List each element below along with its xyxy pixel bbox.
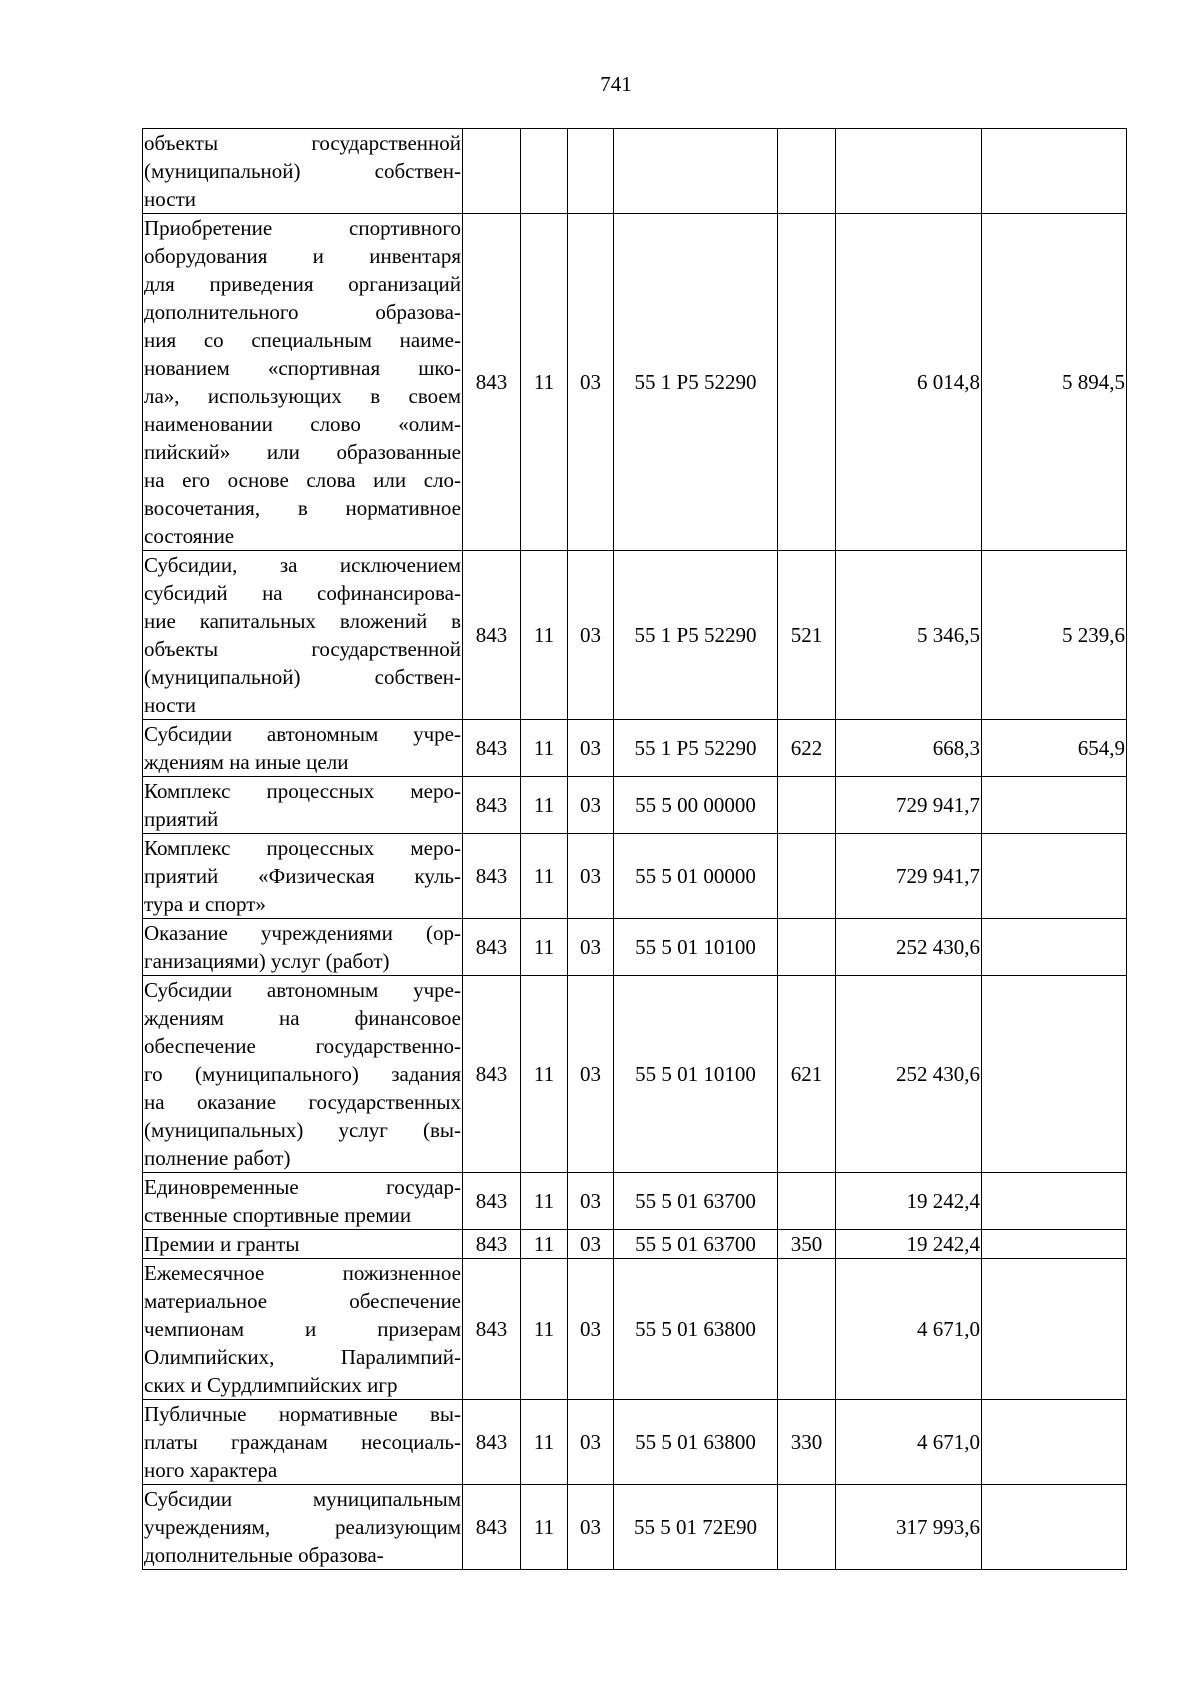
- cell-sum2: 5 239,6: [982, 551, 1127, 720]
- cell-name: [143, 1173, 463, 1230]
- cell-csr: 55 5 01 72E90: [614, 1485, 778, 1570]
- cell-name-line: Комплекс процессных меро-: [144, 836, 461, 860]
- cell-name-line: Премии и гранты: [144, 1232, 300, 1256]
- budget-table-body: [143, 129, 1127, 1570]
- cell-rz: 11: [521, 1485, 568, 1570]
- cell-name-line: Субсидии автономным учре-: [144, 978, 461, 1002]
- cell-name-line: ственные спортивные премии: [144, 1203, 412, 1227]
- cell-name: [143, 919, 463, 976]
- cell-rz: 11: [521, 1259, 568, 1400]
- cell-name-line: Приобретение спортивного: [144, 216, 461, 240]
- cell-rz: 11: [521, 834, 568, 919]
- cell-sum1: 729 941,7: [836, 777, 982, 834]
- cell-name-line: обеспечение государственно-: [144, 1034, 461, 1058]
- cell-name-line: платы гражданам несоциаль-: [144, 1430, 461, 1454]
- table-row: [143, 976, 1127, 1173]
- cell-csr: 55 1 P5 52290: [614, 214, 778, 551]
- table-row: [143, 1400, 1127, 1485]
- cell-name: [143, 976, 463, 1173]
- table-row: [143, 551, 1127, 720]
- cell-csr: 55 5 01 63800: [614, 1400, 778, 1485]
- cell-name-line: Ежемесячное пожизненное: [144, 1261, 461, 1285]
- cell-gr: 843: [463, 551, 521, 720]
- cell-name-line: объекты государственной: [144, 131, 461, 155]
- cell-name-line: ности: [144, 693, 196, 717]
- cell-name: [143, 1485, 463, 1570]
- cell-name-line: материальное обеспечение: [144, 1289, 461, 1313]
- cell-csr: 55 5 00 00000: [614, 777, 778, 834]
- cell-pr: 03: [568, 720, 614, 777]
- cell-name: [143, 551, 463, 720]
- table-row: [143, 720, 1127, 777]
- cell-sum1: 252 430,6: [836, 976, 982, 1173]
- cell-vr: 621: [778, 976, 836, 1173]
- cell-name: [143, 129, 463, 214]
- cell-gr: 843: [463, 720, 521, 777]
- cell-rz: 11: [521, 720, 568, 777]
- cell-rz: 11: [521, 1400, 568, 1485]
- cell-name: [143, 777, 463, 834]
- cell-csr: 55 5 01 63700: [614, 1173, 778, 1230]
- budget-table: [142, 128, 1127, 1570]
- cell-name-line: наименовании слово «олим-: [144, 412, 461, 436]
- cell-name-line: для приведения организаций: [144, 272, 461, 296]
- cell-pr: 03: [568, 1259, 614, 1400]
- cell-name-line: состояние: [144, 524, 235, 548]
- cell-name-line: Публичные нормативные вы-: [144, 1402, 461, 1426]
- cell-csr: 55 5 01 10100: [614, 919, 778, 976]
- cell-name-line: дополнительные образова-: [144, 1543, 384, 1567]
- cell-pr: 03: [568, 1230, 614, 1259]
- cell-vr: 521: [778, 551, 836, 720]
- cell-sum2: [982, 777, 1127, 834]
- cell-vr: 350: [778, 1230, 836, 1259]
- cell-name-line: дополнительного образова-: [144, 300, 461, 324]
- cell-pr: 03: [568, 551, 614, 720]
- cell-sum1: 4 671,0: [836, 1400, 982, 1485]
- cell-sum1: 668,3: [836, 720, 982, 777]
- cell-gr: 843: [463, 976, 521, 1173]
- table-row: [143, 834, 1127, 919]
- cell-vr: 622: [778, 720, 836, 777]
- cell-vr: [778, 1485, 836, 1570]
- table-row: [143, 919, 1127, 976]
- cell-name-line: ния со специальным наиме-: [144, 328, 461, 352]
- table-row: [143, 1173, 1127, 1230]
- cell-name-line: ждениям на иные цели: [144, 750, 349, 774]
- page-number: 741: [600, 72, 632, 96]
- cell-sum2: [982, 129, 1127, 214]
- cell-sum1: 4 671,0: [836, 1259, 982, 1400]
- cell-sum2: [982, 1230, 1127, 1259]
- cell-name-line: приятий: [144, 807, 219, 831]
- cell-name-line: ного характера: [144, 1458, 278, 1482]
- cell-vr: [778, 919, 836, 976]
- table-row: [143, 214, 1127, 551]
- cell-vr: [778, 1173, 836, 1230]
- cell-vr: [778, 1259, 836, 1400]
- cell-name-line: Комплекс процессных меро-: [144, 779, 461, 803]
- cell-rz: 11: [521, 214, 568, 551]
- cell-name-line: (муниципальной) собствен-: [144, 159, 461, 183]
- cell-pr: 03: [568, 1400, 614, 1485]
- table-row: [143, 1259, 1127, 1400]
- cell-vr: 330: [778, 1400, 836, 1485]
- cell-name-line: ние капитальных вложений в: [144, 609, 461, 633]
- cell-pr: [568, 129, 614, 214]
- cell-sum1: 5 346,5: [836, 551, 982, 720]
- cell-pr: 03: [568, 1485, 614, 1570]
- cell-name-line: на его основе слова или сло-: [144, 468, 461, 492]
- cell-name-line: Единовременные государ-: [144, 1175, 461, 1199]
- cell-sum2: [982, 1259, 1127, 1400]
- cell-name: [143, 214, 463, 551]
- cell-pr: 03: [568, 976, 614, 1173]
- cell-name-line: ла», использующих в своем: [144, 384, 461, 408]
- cell-rz: 11: [521, 1173, 568, 1230]
- table-row: [143, 1485, 1127, 1570]
- cell-sum2: 5 894,5: [982, 214, 1127, 551]
- cell-name-line: го (муниципального) задания: [144, 1062, 461, 1086]
- cell-pr: 03: [568, 777, 614, 834]
- cell-name-line: ских и Сурдлимпийских игр: [144, 1373, 398, 1397]
- cell-vr: [778, 129, 836, 214]
- cell-sum1: 19 242,4: [836, 1173, 982, 1230]
- cell-name-line: Олимпийских, Паралимпий-: [144, 1345, 461, 1369]
- cell-name-line: объекты государственной: [144, 637, 461, 661]
- cell-sum2: [982, 976, 1127, 1173]
- cell-name-line: полнение работ): [144, 1146, 291, 1170]
- cell-sum1: 6 014,8: [836, 214, 982, 551]
- table-row: [143, 129, 1127, 214]
- cell-pr: 03: [568, 214, 614, 551]
- cell-vr: [778, 834, 836, 919]
- cell-gr: 843: [463, 1230, 521, 1259]
- cell-name-line: учреждениям, реализующим: [144, 1515, 461, 1539]
- cell-csr: 55 5 01 00000: [614, 834, 778, 919]
- cell-sum1: [836, 129, 982, 214]
- cell-rz: 11: [521, 777, 568, 834]
- cell-name-line: на оказание государственных: [144, 1090, 461, 1114]
- cell-gr: 843: [463, 1400, 521, 1485]
- cell-sum2: [982, 1485, 1127, 1570]
- cell-name-line: (муниципальной) собствен-: [144, 665, 461, 689]
- cell-csr: 55 5 01 63800: [614, 1259, 778, 1400]
- cell-name: [143, 834, 463, 919]
- cell-name-line: чемпионам и призерам: [144, 1317, 461, 1341]
- cell-name-line: Субсидии муниципальным: [144, 1487, 461, 1511]
- cell-csr: 55 5 01 63700: [614, 1230, 778, 1259]
- cell-sum2: [982, 1400, 1127, 1485]
- cell-name-line: ждениям на финансовое: [144, 1006, 461, 1030]
- cell-name-line: ности: [144, 187, 196, 211]
- cell-gr: 843: [463, 1173, 521, 1230]
- cell-sum2: [982, 1173, 1127, 1230]
- table-row: [143, 777, 1127, 834]
- cell-vr: [778, 777, 836, 834]
- cell-gr: 843: [463, 919, 521, 976]
- cell-pr: 03: [568, 919, 614, 976]
- cell-csr: 55 5 01 10100: [614, 976, 778, 1173]
- cell-name: [143, 1400, 463, 1485]
- cell-rz: 11: [521, 976, 568, 1173]
- cell-gr: [463, 129, 521, 214]
- cell-csr: 55 1 P5 52290: [614, 551, 778, 720]
- cell-name-line: тура и спорт»: [144, 892, 266, 916]
- cell-sum1: 19 242,4: [836, 1230, 982, 1259]
- cell-name-line: Субсидии автономным учре-: [144, 722, 461, 746]
- cell-name: [143, 720, 463, 777]
- cell-sum1: 252 430,6: [836, 919, 982, 976]
- cell-gr: 843: [463, 1259, 521, 1400]
- cell-sum1: 317 993,6: [836, 1485, 982, 1570]
- cell-name-line: Субсидии, за исключением: [144, 553, 461, 577]
- cell-gr: 843: [463, 834, 521, 919]
- cell-name: [143, 1259, 463, 1400]
- cell-name-line: Оказание учреждениями (ор-: [144, 921, 461, 945]
- cell-pr: 03: [568, 834, 614, 919]
- table-row: [143, 1230, 1127, 1259]
- cell-name-line: ганизациями) услуг (работ): [144, 949, 390, 973]
- cell-name-line: оборудования и инвентаря: [144, 244, 461, 268]
- cell-rz: 11: [521, 551, 568, 720]
- cell-rz: [521, 129, 568, 214]
- cell-name-line: нованием «спортивная шко-: [144, 356, 461, 380]
- cell-sum2: [982, 834, 1127, 919]
- cell-gr: 843: [463, 214, 521, 551]
- cell-sum2: [982, 919, 1127, 976]
- cell-gr: 843: [463, 777, 521, 834]
- cell-sum1: 729 941,7: [836, 834, 982, 919]
- cell-name-line: приятий «Физическая куль-: [144, 864, 461, 888]
- cell-csr: [614, 129, 778, 214]
- cell-rz: 11: [521, 919, 568, 976]
- cell-rz: 11: [521, 1230, 568, 1259]
- cell-name-line: (муниципальных) услуг (вы-: [144, 1118, 461, 1142]
- cell-name-line: восочетания, в нормативное: [144, 496, 461, 520]
- cell-csr: 55 1 P5 52290: [614, 720, 778, 777]
- cell-sum2: 654,9: [982, 720, 1127, 777]
- cell-vr: [778, 214, 836, 551]
- cell-name-line: пийский» или образованные: [144, 440, 461, 464]
- cell-pr: 03: [568, 1173, 614, 1230]
- cell-gr: 843: [463, 1485, 521, 1570]
- cell-name: [143, 1230, 463, 1259]
- cell-name-line: субсидий на софинансирова-: [144, 581, 461, 605]
